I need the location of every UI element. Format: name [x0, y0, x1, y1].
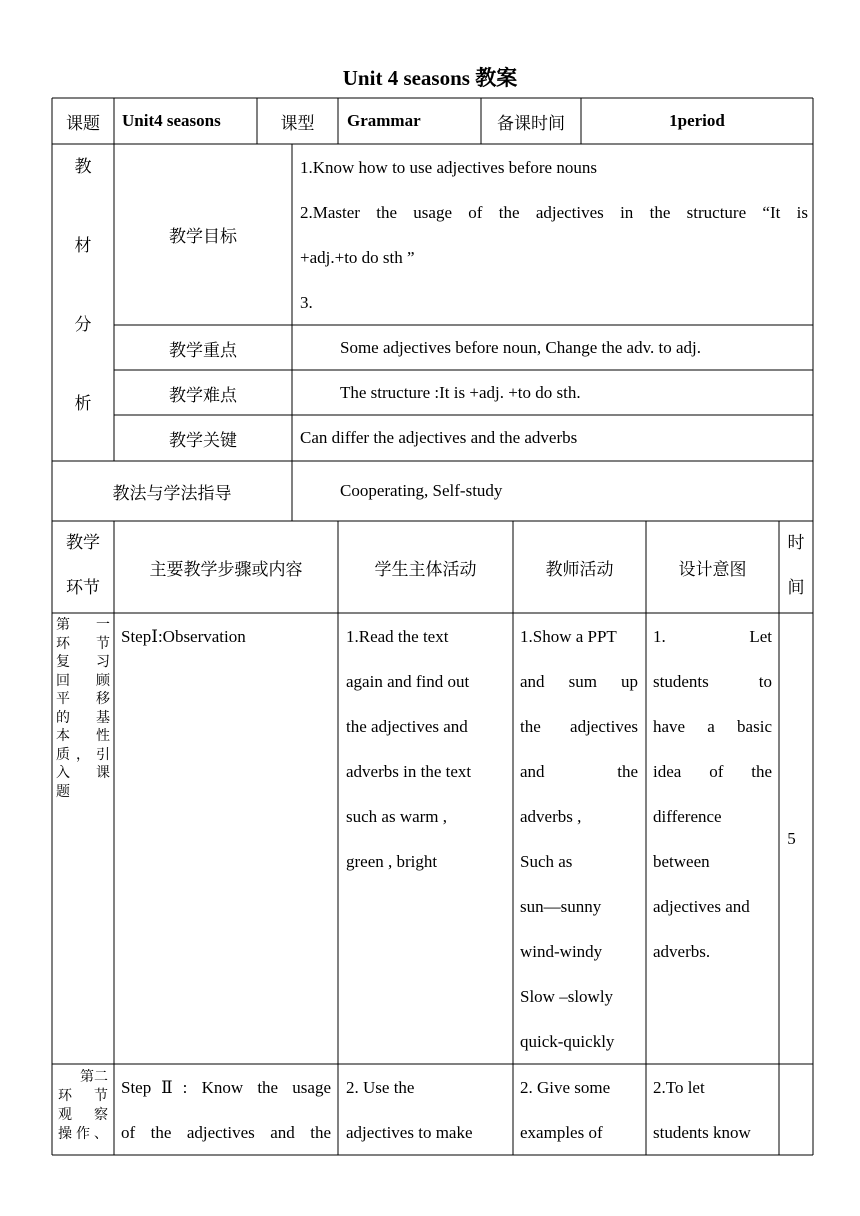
goal-3: 3.: [300, 293, 313, 312]
teacher-line: examples of: [520, 1123, 603, 1142]
methods-value: Cooperating, Self-study: [340, 481, 503, 500]
step-line: StepⅡ: Know the usage: [121, 1078, 331, 1097]
design-line: 1. Let: [653, 627, 772, 646]
topic-value: Unit4 seasons: [122, 111, 221, 130]
design-line: students know: [653, 1123, 751, 1142]
teacher-line: wind-windy: [520, 942, 603, 961]
teacher-activity-2: [520, 1065, 638, 1155]
stage-2: [58, 1068, 108, 1144]
column-time-line: 间: [787, 578, 805, 598]
teacher-line: Such as: [520, 852, 573, 871]
teacher-line: quick-quickly: [520, 1032, 615, 1051]
design-intent-1: [653, 614, 772, 974]
stage-line: 环 节: [56, 635, 110, 652]
column-stage-line: 教学: [66, 533, 100, 553]
stage-line: 本 性: [56, 728, 110, 744]
type-value: Grammar: [347, 111, 421, 130]
prep-time-label: 备课时间: [497, 113, 565, 134]
stage-1: [56, 616, 110, 801]
difficult-points-value: The structure :It is +adj. +to do sth.: [340, 383, 581, 402]
step-2: [121, 1065, 331, 1155]
step-1: StepⅠ:Observation: [121, 627, 246, 646]
stage-line: 操作、: [58, 1126, 108, 1142]
key-crux-label: 教学关键: [169, 430, 237, 451]
teaching-goals-label: 教学目标: [169, 227, 237, 247]
stage-line: 环 节: [58, 1088, 108, 1104]
student-line: 1.Read the text: [346, 627, 449, 646]
teacher-line: Slow –slowly: [520, 987, 614, 1006]
column-stage-line: 环节: [66, 578, 100, 598]
design-intent-2: [653, 1065, 772, 1155]
design-line: adjectives and: [653, 897, 750, 916]
stage-line: 入 课: [56, 765, 110, 781]
type-label: 课型: [280, 113, 315, 134]
side-char: 分: [74, 315, 92, 335]
column-student: 学生主体活动: [374, 559, 477, 580]
design-line: idea of the: [653, 762, 772, 781]
goal-2-line-2: +adj.+to do sth ”: [300, 248, 415, 267]
design-line: between: [653, 852, 710, 871]
student-line: adjectives to make: [346, 1123, 473, 1142]
design-line: adverbs.: [653, 942, 711, 961]
stage-line: 题: [56, 783, 70, 800]
student-line: green , bright: [346, 852, 438, 871]
step-line: of the adjectives and the: [121, 1123, 331, 1142]
key-points-label: 教学重点: [169, 340, 237, 361]
column-time-line: 时: [787, 533, 805, 553]
student-activity-2: [346, 1065, 508, 1155]
key-points-value: Some adjectives before noun, Change the adv. to adj.: [340, 338, 701, 357]
teacher-line: and the: [520, 762, 638, 781]
teacher-line: sun—sunny: [520, 897, 602, 916]
document-title: Unit 4 seasons 教案: [342, 66, 518, 90]
design-line: 2.To let: [653, 1078, 705, 1097]
goal-1: 1.Know how to use adjectives before nouns: [300, 158, 597, 177]
teaching-goals-content: [300, 145, 808, 325]
design-line: difference: [653, 807, 722, 826]
column-teacher: 教师活动: [545, 559, 614, 580]
methods-label: 教法与学法指导: [112, 483, 232, 504]
student-line: adverbs in the text: [346, 762, 472, 781]
stage-line: 观 察: [58, 1107, 108, 1123]
prep-time-value: 1period: [669, 111, 725, 130]
stage-line: 质，引: [56, 746, 110, 763]
column-design: 设计意图: [678, 559, 747, 580]
time-1: 5: [787, 829, 796, 848]
teacher-activity-1: [520, 614, 638, 1064]
material-analysis-label: [52, 145, 114, 461]
design-line: students to: [653, 672, 772, 691]
student-line: the adjectives and: [346, 717, 468, 736]
column-steps: 主要教学步骤或内容: [149, 559, 303, 580]
teacher-line: the adjectives: [520, 717, 638, 736]
stage-line: 复 习: [56, 654, 110, 670]
goal-2-line-1: 2.Master the usage of the adjectives in the structure “It is: [300, 203, 808, 222]
student-activity-1: [346, 614, 508, 884]
stage-line: 的 基: [56, 709, 110, 726]
topic-label: 课题: [66, 113, 100, 134]
side-char: 教: [74, 157, 92, 177]
teacher-line: and sum up: [520, 672, 638, 691]
student-line: such as warm ,: [346, 807, 448, 826]
student-line: again and find out: [346, 672, 470, 691]
key-crux-value: Can differ the adjectives and the adverbs: [300, 428, 578, 447]
stage-line: 第 一: [56, 617, 110, 633]
teacher-line: adverbs ,: [520, 807, 582, 826]
side-char: 析: [74, 394, 92, 414]
stage-line: 第二: [80, 1069, 108, 1085]
stage-line: 平 移: [56, 691, 110, 707]
column-stage: [52, 521, 114, 613]
student-line: 2. Use the: [346, 1078, 415, 1097]
side-char: 材: [74, 236, 92, 256]
teacher-line: 2. Give some: [520, 1078, 611, 1097]
design-line: have a basic: [653, 717, 772, 736]
teacher-line: 1.Show a PPT: [520, 627, 617, 646]
difficult-points-label: 教学难点: [169, 385, 237, 406]
column-time: [779, 521, 813, 613]
stage-line: 回 顾: [56, 672, 110, 689]
